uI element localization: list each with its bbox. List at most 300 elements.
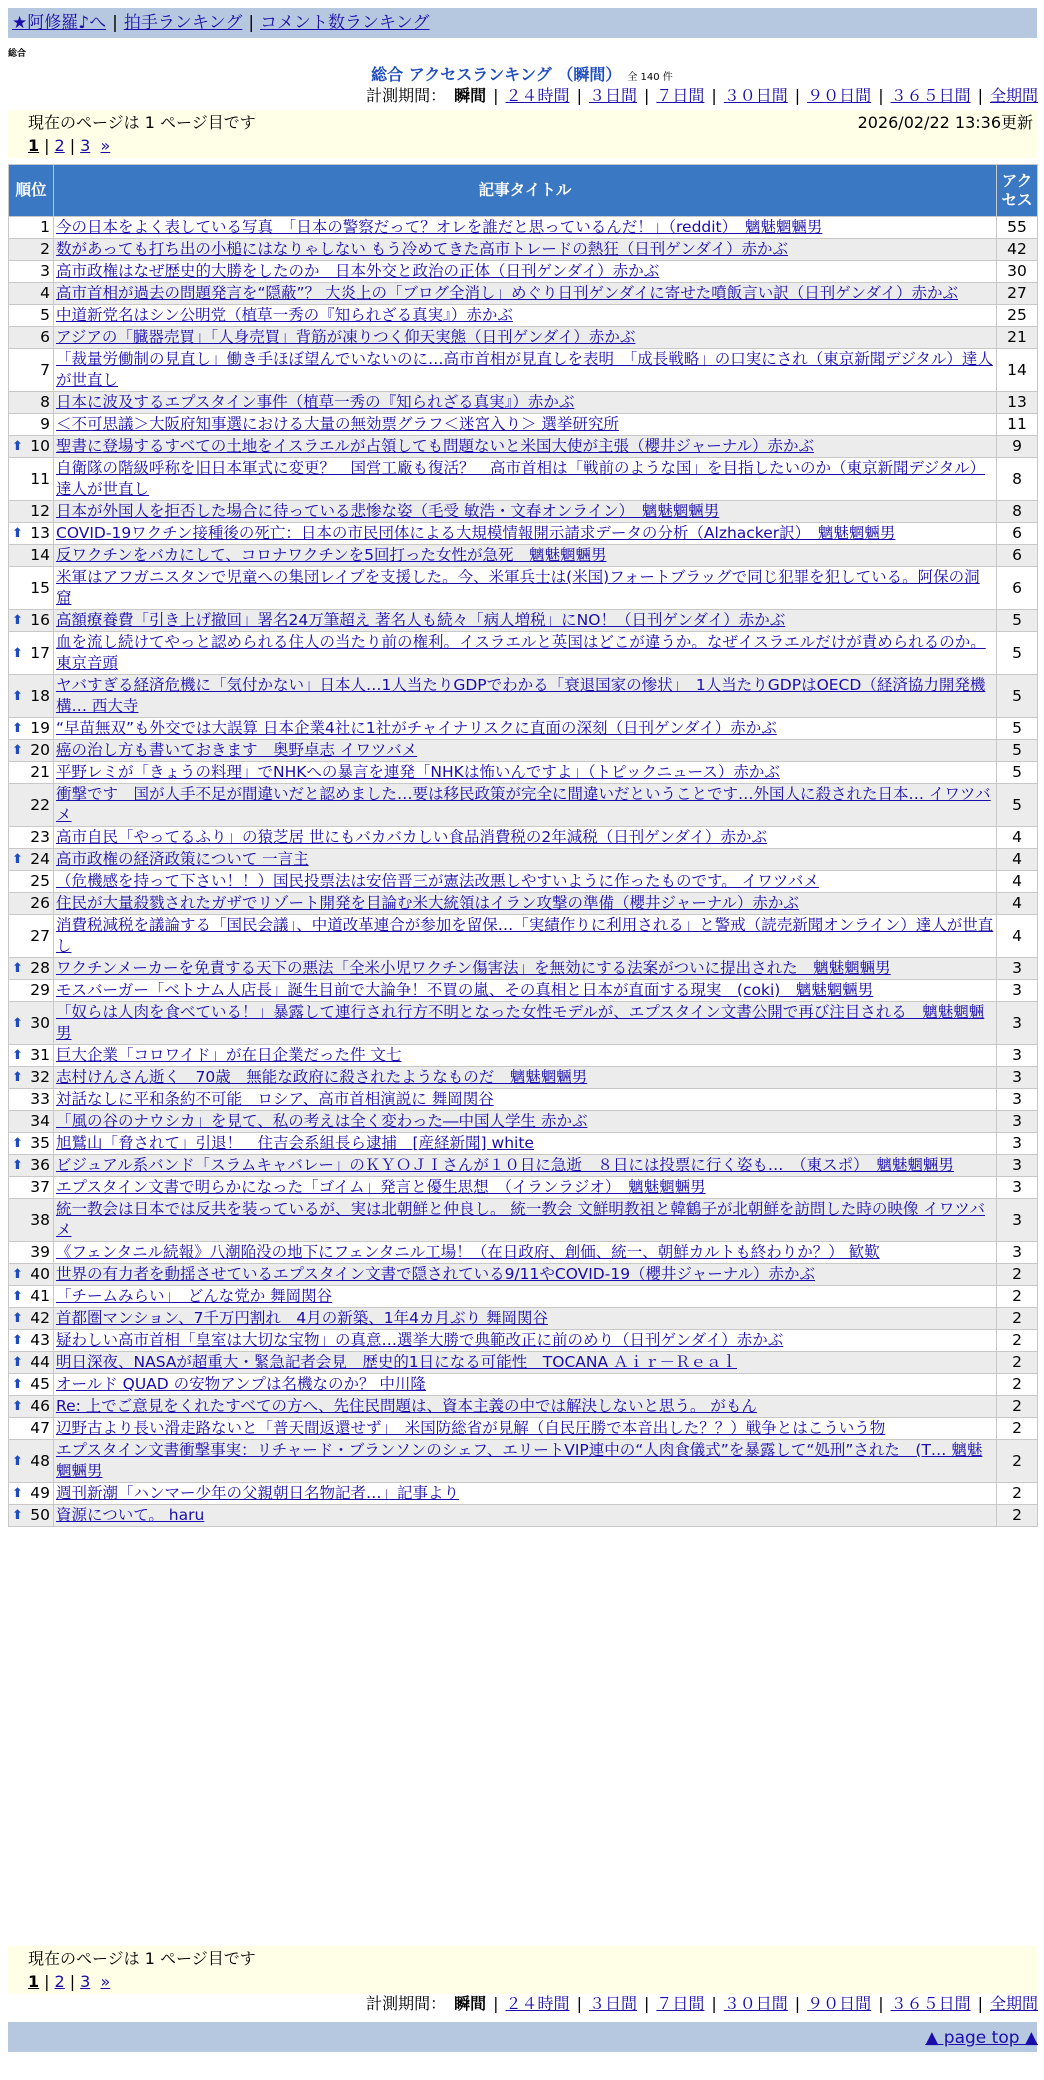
rank-number: 5 (40, 306, 50, 324)
title-cell (54, 283, 997, 305)
title-cell (54, 217, 997, 239)
page-separator: | (44, 136, 50, 155)
article-title-link[interactable]: 住民が大量殺戮されたガザでリゾート開発を目論む米大統領はイラン攻撃の準備（櫻井ジャーナル）赤かぶ (56, 894, 799, 912)
rank-cell (9, 827, 54, 849)
rank-up-arrow-icon: ⬆ (12, 439, 23, 454)
top-nav-bar (8, 8, 1037, 38)
article-title-link[interactable]: 高市自民「やってるふり」の猿芝居 世にもバカバカしい食品消費税の2年減税（日刊ゲンダイ）赤かぶ (56, 828, 768, 846)
article-title-link[interactable]: 明日深夜、NASAが超重大・緊急記者会見 歴史的1日になる可能性 TOCANA Ａｉｒ－Ｒｅａｌ (56, 1353, 738, 1371)
article-title-link[interactable]: 衝撃です 国が人手不足が間違いだと認めました…要は移民政策が完全に間違いだということです…外国人に殺された日本… イワツバメ (56, 785, 991, 824)
article-title-link[interactable]: 高額療養費「引き上げ撤回」署名24万筆超え 著名人も続々「病人増税」にNO！（日刊ゲンダイ）赤かぶ (56, 611, 786, 629)
access-count: 6 (997, 523, 1038, 545)
rank-up-arrow-icon: ⬆ (12, 613, 23, 628)
access-count: 3 (997, 1089, 1038, 1111)
access-count: 25 (997, 305, 1038, 327)
rank-number: 46 (30, 1397, 50, 1415)
title-cell (54, 1089, 997, 1111)
rank-cell (9, 762, 54, 784)
article-title-link[interactable]: ビジュアル系バンド「スラムキャバレー」のＫＹＯＪＩさんが１０日に急逝 ８日には投票に行く姿も… （東スポ） 魑魅魍魎男 (56, 1156, 954, 1174)
title-cell (54, 1286, 997, 1308)
rank-cell (9, 327, 54, 349)
access-count: 4 (997, 849, 1038, 871)
access-count: 42 (997, 239, 1038, 261)
article-title-link[interactable]: アジアの「臓器売買」「人身売買」背筋が凍りつく仰天実態（日刊ゲンダイ）赤かぶ (56, 328, 636, 346)
rank-number: 32 (30, 1068, 50, 1086)
rank-cell (9, 1352, 54, 1374)
rank-cell (9, 261, 54, 283)
ranking-table (8, 164, 1038, 1527)
rank-cell (9, 718, 54, 740)
rank-up-arrow-icon: ⬆ (12, 688, 23, 704)
period-separator: | (794, 1994, 801, 2013)
table-row (9, 436, 1038, 458)
rank-number: 37 (30, 1178, 50, 1196)
title-cell (54, 893, 997, 915)
rank-number: 22 (30, 795, 50, 814)
rank-up-arrow-icon: ⬆ (12, 1399, 23, 1414)
period-link[interactable]: ２４時間 (505, 86, 570, 105)
article-title-link[interactable]: Re: 上でご意見をくれたすべての方へ、先住民問題は、資本主義の中では解決しないと思う。 がもん (56, 1397, 757, 1415)
table-row (9, 261, 1038, 283)
rank-cell (9, 871, 54, 893)
rank-number: 17 (30, 643, 50, 662)
access-count: 5 (997, 632, 1038, 675)
rank-number: 42 (30, 1309, 50, 1327)
period-link[interactable]: ３６５日間 (890, 1994, 971, 2013)
rank-up-arrow-icon: ⬆ (12, 1289, 23, 1304)
title-cell (54, 1133, 997, 1155)
next-page-link[interactable]: » (100, 1972, 111, 1991)
rank-number: 33 (30, 1090, 50, 1108)
title-cell (54, 261, 997, 283)
rank-cell (9, 1286, 54, 1308)
title-cell (54, 1045, 997, 1067)
rank-up-arrow-icon: ⬆ (12, 1453, 23, 1469)
period-link[interactable]: ７日間 (656, 1994, 705, 2013)
period-current: 瞬間 (454, 1994, 487, 2013)
access-count: 11 (997, 414, 1038, 436)
applause-ranking-link[interactable]: 拍手ランキング (123, 13, 243, 33)
rank-cell (9, 349, 54, 392)
article-title-link[interactable]: 今の日本をよく表している写真 「日本の警察だって？オレを誰だと思っているんだ！」（reddit） 魑魅魍魎男 (56, 218, 823, 236)
title-cell (54, 1308, 997, 1330)
rank-cell (9, 915, 54, 958)
rank-number: 43 (30, 1331, 50, 1349)
page-status: 現在のページは 1 ページ目です (28, 113, 256, 132)
rank-column-header: 順位 (9, 165, 54, 217)
table-row (9, 501, 1038, 523)
rank-up-arrow-icon: ⬆ (12, 1486, 23, 1501)
table-row (9, 1089, 1038, 1111)
rank-cell (9, 1199, 54, 1242)
article-title-link[interactable]: 日本が外国人を拒否した場合に待っている悲惨な姿（毛受 敏浩・文春オンライン） 魑魅魍魎男 (56, 502, 720, 520)
article-title-link[interactable]: 辺野古より長い滑走路ないと「普天間返還せず」 米国防総省が見解（自民圧勝で本音出した？？）戦争とはこういう物 (56, 1419, 886, 1437)
access-count: 2 (997, 1418, 1038, 1440)
table-row (9, 327, 1038, 349)
rank-number: 18 (30, 686, 50, 705)
article-title-link[interactable]: （危機感を持って下さい！！）国民投票法は安倍晋三が憲法改悪しやすいように作ったものです。 イワツバメ (56, 872, 819, 890)
access-count: 3 (997, 980, 1038, 1002)
title-cell (54, 1483, 997, 1505)
table-row (9, 545, 1038, 567)
rank-up-arrow-icon: ⬆ (12, 1158, 23, 1173)
rank-cell (9, 305, 54, 327)
table-row (9, 1286, 1038, 1308)
access-count: 2 (997, 1374, 1038, 1396)
title-cell (54, 305, 997, 327)
article-title-link[interactable]: 中道新党名はシン公明党（植草一秀の『知られざる真実』）赤かぶ (56, 306, 513, 324)
access-count: 3 (997, 1242, 1038, 1264)
title-cell (54, 239, 997, 261)
rank-cell (9, 1264, 54, 1286)
rank-number: 23 (30, 828, 50, 846)
rank-cell (9, 1177, 54, 1199)
table-row (9, 1308, 1038, 1330)
period-separator: | (576, 1994, 582, 2013)
rank-number: 36 (30, 1156, 50, 1174)
rank-cell (9, 501, 54, 523)
title-cell (54, 1155, 997, 1177)
period-link[interactable]: ２４時間 (505, 1994, 570, 2013)
rank-cell (9, 414, 54, 436)
article-title-link[interactable]: ヤバすぎる経済危機に「気付かない」日本人…1人当たりGDPでわかる「衰退国家の惨状」 1人当たりGDPはOECD（経済協力開発機構… 西大寺 (56, 676, 986, 715)
table-row (9, 1002, 1038, 1045)
rank-number: 10 (30, 437, 50, 455)
rank-cell (9, 1330, 54, 1352)
title-cell (54, 762, 997, 784)
page-separator: | (44, 1972, 50, 1991)
ranking-title: 総合 アクセスランキング （瞬間） (371, 65, 622, 84)
table-row (9, 1111, 1038, 1133)
nav-separator: | (248, 13, 255, 33)
title-cell (54, 523, 997, 545)
page-status: 現在のページは 1 ページ目です (28, 1949, 256, 1968)
rank-up-arrow-icon: ⬆ (12, 1311, 23, 1326)
access-count: 4 (997, 871, 1038, 893)
page-title (0, 62, 1044, 85)
nav-separator: | (112, 13, 118, 33)
access-count: 2 (997, 1286, 1038, 1308)
article-title-link[interactable]: モスバーガー「ベトナム人店長」誕生目前で大論争！不買の嵐、その真相と日本が直面する現実 (coki) 魑魅魍魎男 (56, 981, 874, 999)
rank-cell (9, 849, 54, 871)
article-title-link[interactable]: エプスタイン文書衝撃事実：リチャード・ブランソンのシェフ、エリートVIP連中の“人肉食儀式”を暴露して“処刑”された (T… 魑魅魍魎男 (56, 1441, 983, 1480)
rank-cell (9, 458, 54, 501)
pager-top (8, 110, 1037, 158)
article-title-link[interactable]: 《フェンタニル続報》八潮陥没の地下にフェンタニル工場！（在日政府、創価、統一、朝鮮カルトも終わりか？） 歓歎 (56, 1243, 880, 1261)
page-separator: | (69, 136, 76, 155)
title-cell (54, 1002, 997, 1045)
access-count: 3 (997, 1133, 1038, 1155)
title-cell (54, 1396, 997, 1418)
title-cell (54, 610, 997, 632)
period-selector-bottom (366, 1993, 1038, 2015)
title-cell (54, 436, 997, 458)
period-separator: | (711, 86, 717, 105)
table-row (9, 567, 1038, 610)
title-cell (54, 1264, 997, 1286)
comment-ranking-link[interactable]: コメント数ランキング (260, 13, 430, 33)
article-title-link[interactable]: 血を流し続けてやっと認められる住人の当たり前の権利。イスラエルと英国はどこが違うか。なぜイスラエルだけが責められるのか。 東京音頭 (56, 633, 986, 672)
period-link[interactable]: 全期間 (989, 1994, 1038, 2013)
article-title-link[interactable]: 「風の谷のナウシカ」を見て、私の考えは全く変わった―中国人学生 赤かぶ (56, 1112, 588, 1130)
title-cell (54, 1374, 997, 1396)
table-row (9, 718, 1038, 740)
page-top-container (925, 2028, 1038, 2048)
period-separator: | (878, 1994, 884, 2013)
rank-cell (9, 1418, 54, 1440)
table-row (9, 827, 1038, 849)
table-row (9, 849, 1038, 871)
access-count: 13 (997, 392, 1038, 414)
rank-cell (9, 1002, 54, 1045)
article-title-link[interactable]: 旭鷲山「脅されて」引退！ 住吉会系組長ら逮捕 [産経新聞] white (56, 1134, 534, 1152)
article-title-link[interactable]: 米軍はアフガニスタンで児童への集団レイプを支援した。今、米軍兵士は(米国)フォートブラッグで同じ犯罪を犯している。阿保の洞窟 (56, 568, 980, 607)
article-title-link[interactable]: 「裁量労働制の見直し」働き手ほぼ望んでいないのに…高市首相が見直しを表明 「成長戦略」の口実にされ（東京新聞デジタル）達人が世直し (56, 350, 993, 389)
title-cell (54, 1177, 997, 1199)
title-cell (54, 1111, 997, 1133)
access-count: 2 (997, 1352, 1038, 1374)
rank-number: 26 (30, 894, 50, 912)
article-title-link[interactable]: COVID-19ワクチン接種後の死亡：日本の市民団体による大規模情報開示請求データの分析（Alzhacker訳） 魑魅魍魎男 (56, 524, 896, 542)
article-title-link[interactable]: “早苗無双”も外交では大誤算 日本企業4社に1社がチャイナリスクに直面の深刻（日刊ゲンダイ）赤かぶ (56, 719, 777, 737)
period-separator: | (711, 1994, 717, 2013)
article-title-link[interactable]: 「奴らは人肉を食べている！」暴露して連行され行方不明となった女性モデルが、エプスタイン文書公開で再び注目される 魑魅魍魎男 (56, 1003, 985, 1042)
article-title-link[interactable]: 高市首相が過去の問題発言を“隠蔽”？ 大炎上の「ブログ全消し」めぐり日刊ゲンダイに寄せた噴飯言い訳（日刊ゲンダイ）赤かぶ (56, 284, 959, 302)
rank-cell (9, 1133, 54, 1155)
period-link[interactable]: ７日間 (656, 86, 705, 105)
table-row (9, 1330, 1038, 1352)
article-title-link[interactable]: 癌の治し方も書いておきます 奥野卓志 イワツバメ (56, 741, 418, 759)
title-cell (54, 1505, 997, 1527)
period-selector-top (366, 85, 1038, 107)
rank-number: 2 (40, 240, 50, 258)
item-count: 全 140 件 (627, 72, 673, 83)
period-link[interactable]: ３日間 (588, 86, 637, 105)
article-title-link[interactable]: 高市政権の経済政策について 一言主 (56, 850, 309, 868)
article-title-link[interactable]: 数があっても打ち出の小槌にはなりゃしない もう冷めてきた高市トレードの熱狂（日刊ゲンダイ）赤かぶ (56, 240, 789, 258)
title-cell (54, 849, 997, 871)
rank-number: 13 (30, 524, 50, 542)
table-row (9, 632, 1038, 675)
page-link[interactable]: 3 (80, 1972, 91, 1991)
access-count: 3 (997, 1111, 1038, 1133)
table-row (9, 1440, 1038, 1483)
article-title-link[interactable]: ワクチンメーカーを免責する天下の悪法「全米小児ワクチン傷害法」を無効にする法案がついに提出された 魑魅魍魎男 (56, 959, 891, 977)
rank-number: 28 (30, 959, 50, 977)
article-title-link[interactable]: 消費税減税を議論する「国民会議」、中道改革連合が参加を留保…「実績作りに利用される」と警戒（読売新聞オンライン）達人が世直し (56, 916, 994, 955)
access-count: 5 (997, 740, 1038, 762)
rank-number: 47 (30, 1419, 50, 1437)
page-link[interactable]: 3 (80, 136, 91, 155)
rank-number: 50 (30, 1506, 50, 1524)
rank-number: 6 (40, 328, 50, 346)
title-cell (54, 1330, 997, 1352)
article-title-link[interactable]: 首都圏マンション、7千万円割れ 4月の新築、1年4カ月ぶり 舞岡関谷 (56, 1309, 548, 1327)
period-link[interactable]: ３６５日間 (890, 86, 971, 105)
table-row (9, 871, 1038, 893)
title-cell (54, 1199, 997, 1242)
period-separator: | (878, 86, 884, 105)
article-title-link[interactable]: 志村けんさん逝く 70歳 無能な政府に殺されたようなものだ 魑魅魍魎男 (56, 1068, 588, 1086)
article-title-link[interactable]: 平野レミが「きょうの料理」でNHKへの暴言を連発「NHKは怖いんですよ」（トピックニュース）赤かぶ (56, 763, 780, 781)
period-link[interactable]: 全期間 (989, 86, 1038, 105)
title-cell (54, 1418, 997, 1440)
article-title-link[interactable]: 巨大企業「コロワイド」が在日企業だった件 文七 (56, 1046, 402, 1064)
article-title-link[interactable]: 「チームみらい」 どんな党か 舞岡関谷 (56, 1287, 333, 1305)
rank-up-arrow-icon: ⬆ (12, 1267, 23, 1282)
title-cell (54, 1440, 997, 1483)
rank-cell (9, 1483, 54, 1505)
rank-cell (9, 632, 54, 675)
period-link[interactable]: ３日間 (588, 1994, 637, 2013)
title-cell (54, 327, 997, 349)
access-count: 3 (997, 1199, 1038, 1242)
title-cell (54, 349, 997, 392)
rank-up-arrow-icon: ⬆ (12, 1070, 23, 1085)
table-row (9, 1483, 1038, 1505)
table-row (9, 1396, 1038, 1418)
rank-number: 48 (30, 1451, 50, 1470)
table-row (9, 1045, 1038, 1067)
rank-number: 20 (30, 741, 50, 759)
access-count: 5 (997, 784, 1038, 827)
rank-cell (9, 239, 54, 261)
page-links-bottom (28, 1970, 1017, 1993)
access-count: 4 (997, 915, 1038, 958)
pager-bottom (8, 1946, 1037, 1994)
rank-cell (9, 1155, 54, 1177)
period-separator: | (493, 86, 499, 105)
title-cell (54, 740, 997, 762)
rank-number: 49 (30, 1484, 50, 1502)
article-title-link[interactable]: 統一教会は日本では反共を装っているが、実は北朝鮮と仲良し。 統一教会 文鮮明教祖と韓鶴子が北朝鮮を訪問した時の映像 イワツバメ (56, 1200, 985, 1239)
rank-number: 34 (30, 1112, 50, 1130)
article-title-link[interactable]: 対話なしに平和条約不可能 ロシア、高市首相演説に 舞岡関谷 (56, 1090, 494, 1108)
table-row (9, 893, 1038, 915)
rank-up-arrow-icon: ⬆ (12, 721, 23, 736)
rank-cell (9, 283, 54, 305)
rank-number: 14 (30, 546, 50, 564)
article-title-link[interactable]: 高市政権はなぜ歴史的大勝をしたのか 日本外交と政治の正体（日刊ゲンダイ）赤かぶ (56, 262, 660, 280)
access-count: 3 (997, 1177, 1038, 1199)
home-link[interactable]: ★阿修羅♪へ (12, 13, 107, 33)
rank-number: 8 (40, 393, 50, 411)
article-title-link[interactable]: エプスタイン文書で明らかになった「ゴイム」発言と優生思想 （イランラジオ） 魑魅魍魎男 (56, 1178, 706, 1196)
article-title-link[interactable]: 資源について。 haru (56, 1506, 205, 1524)
rank-cell (9, 1308, 54, 1330)
rank-cell (9, 980, 54, 1002)
rank-number: 1 (40, 218, 50, 236)
table-row (9, 1177, 1038, 1199)
period-label: 計測期間： (366, 86, 447, 105)
rank-number: 25 (30, 872, 50, 890)
table-row (9, 349, 1038, 392)
article-title-link[interactable]: 週刊新潮「ハンマー少年の父親朝日名物記者…」記事より (56, 1484, 460, 1502)
period-separator: | (977, 86, 983, 105)
rank-number: 40 (30, 1265, 50, 1283)
rank-up-arrow-icon: ⬆ (12, 961, 23, 976)
rank-number: 15 (30, 578, 50, 597)
article-title-link[interactable]: 世界の有力者を動揺させているエプスタイン文書で隠されている9/11やCOVID-19（櫻井ジャーナル）赤かぶ (56, 1265, 815, 1283)
title-cell (54, 1242, 997, 1264)
rank-up-arrow-icon: ⬆ (12, 1048, 23, 1063)
article-title-link[interactable]: 反ワクチンをバカにして、コロナワクチンを5回打った女性が急死 魑魅魍魎男 (56, 546, 607, 564)
article-title-link[interactable]: 自衛隊の階級呼称を旧日本軍式に変更？ 国営工廠も復活？ 高市首相は「戦前のような国」を目指したいのか（東京新聞デジタル）達人が世直し (56, 459, 986, 498)
rank-cell (9, 217, 54, 239)
period-link[interactable]: ３０日間 (723, 86, 788, 105)
page-link[interactable]: 2 (54, 136, 65, 155)
rank-number: 39 (30, 1243, 50, 1261)
table-row (9, 1067, 1038, 1089)
rank-cell (9, 1045, 54, 1067)
rank-number: 30 (30, 1013, 50, 1032)
article-title-link[interactable]: ＜不可思議＞大阪府知事選における大量の無効票グラフ＜迷宮入り＞ 選挙研究所 (56, 415, 619, 433)
rank-number: 7 (40, 360, 50, 379)
title-cell (54, 1067, 997, 1089)
rank-number: 38 (30, 1210, 50, 1229)
period-link[interactable]: ９０日間 (807, 1994, 872, 2013)
rank-up-arrow-icon: ⬆ (12, 1015, 23, 1031)
title-cell (54, 501, 997, 523)
access-count: 8 (997, 458, 1038, 501)
article-title-link[interactable]: 疑わしい高市首相「皇室は大切な宝物」の真意…選挙大勝で典範改正に前のめり（日刊ゲンダイ）赤かぶ (56, 1331, 784, 1349)
next-page-link[interactable]: » (100, 136, 111, 155)
rank-up-arrow-icon: ⬆ (12, 1508, 23, 1523)
period-separator: | (643, 86, 650, 105)
access-count: 27 (997, 283, 1038, 305)
title-cell (54, 632, 997, 675)
rank-cell (9, 1111, 54, 1133)
rank-cell (9, 893, 54, 915)
access-count: 5 (997, 762, 1038, 784)
page-link[interactable]: 2 (54, 1972, 65, 1991)
rank-up-arrow-icon: ⬆ (12, 1355, 23, 1370)
period-separator: | (576, 86, 582, 105)
access-count: 30 (997, 261, 1038, 283)
period-link[interactable]: ９０日間 (807, 86, 872, 105)
access-column-header: アクセス (997, 165, 1038, 217)
table-row (9, 414, 1038, 436)
title-cell (54, 545, 997, 567)
article-title-link[interactable]: 聖書に登場するすべての土地をイスラエルが占領しても問題ないと米国大使が主張（櫻井ジャーナル）赤かぶ (56, 437, 814, 455)
page-separator: | (69, 1972, 76, 1991)
rank-up-arrow-icon: ⬆ (12, 852, 23, 867)
rank-up-arrow-icon: ⬆ (12, 1136, 23, 1151)
access-count: 5 (997, 610, 1038, 632)
article-title-link[interactable]: 日本に波及するエプスタイン事件（植草一秀の『知られざる真実』）赤かぶ (56, 393, 575, 411)
rank-cell (9, 1242, 54, 1264)
period-link[interactable]: ３０日間 (723, 1994, 788, 2013)
access-count: 3 (997, 1155, 1038, 1177)
article-title-link[interactable]: オールド QUAD の安物アンプは名機なのか？ 中川隆 (56, 1375, 426, 1393)
title-cell (54, 784, 997, 827)
table-row (9, 1352, 1038, 1374)
rank-up-arrow-icon: ⬆ (12, 1377, 23, 1392)
table-row (9, 915, 1038, 958)
access-count: 2 (997, 1330, 1038, 1352)
title-cell (54, 915, 997, 958)
rank-number: 31 (30, 1046, 50, 1064)
rank-number: 29 (30, 981, 50, 999)
page-top-link[interactable]: ▲ page top ▲ (925, 2028, 1038, 2048)
updated-timestamp: 2026/02/22 13:36更新 (857, 113, 1033, 132)
title-cell (54, 675, 997, 718)
table-row (9, 740, 1038, 762)
rank-cell (9, 436, 54, 458)
table-row (9, 523, 1038, 545)
table-row (9, 1264, 1038, 1286)
access-count: 3 (997, 1067, 1038, 1089)
